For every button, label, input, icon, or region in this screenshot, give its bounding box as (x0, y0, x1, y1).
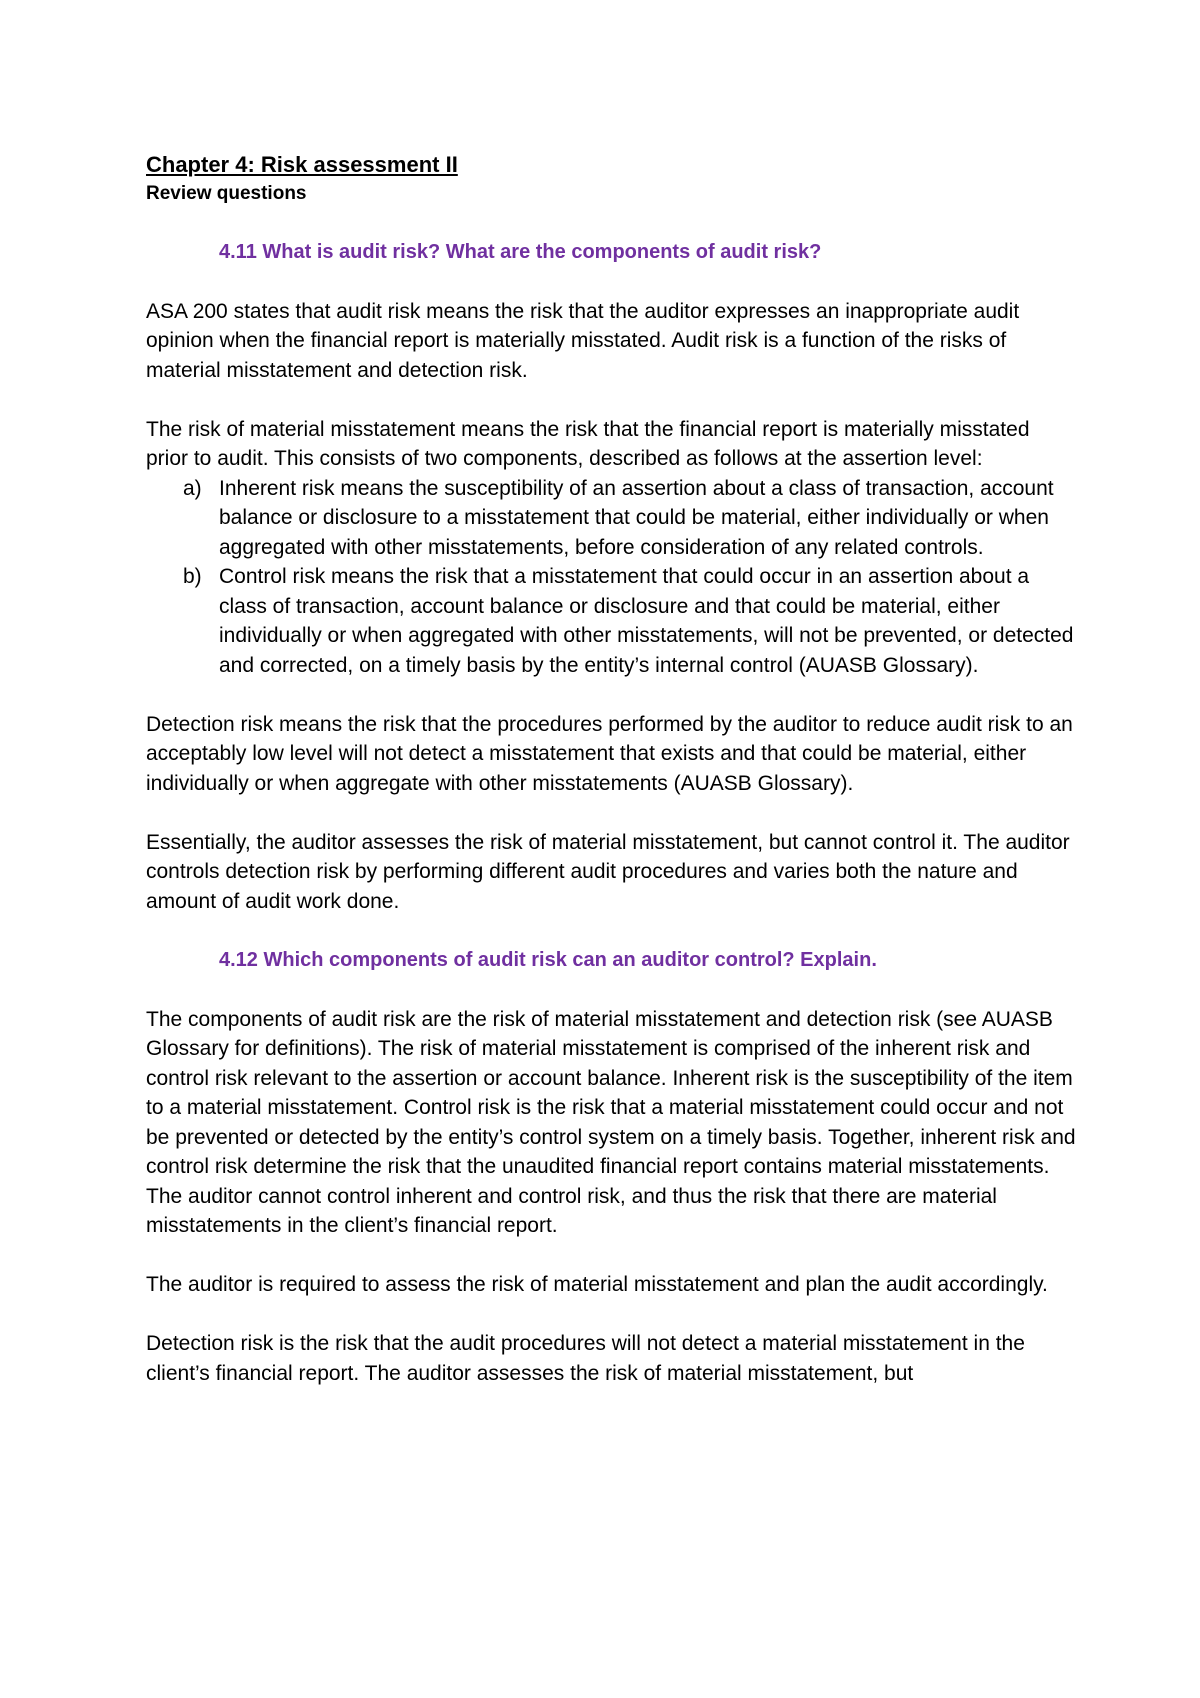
list-marker: a) (183, 476, 202, 500)
list-marker: b) (183, 565, 202, 588)
paragraph-material-misstatement: The risk of material misstatement means the risk that the financial report is materially misstated prior to audit. This consists of two components, described as follows at the assertion level: (146, 417, 1030, 470)
list-item-text: Control risk means the risk that a misstatement that could occur in an assertion about a class of transaction, account balance or disclosure and that could be material, either individually or when aggregated with other misstatements, will not be prevented, or detected and corrected, on a timely basis by the entity’s internal control (AUASB Glossary). (219, 565, 1074, 677)
spacer (146, 680, 1076, 710)
spacer (146, 975, 1076, 1005)
chapter-title: Chapter 4: Risk assessment II (146, 152, 458, 177)
spacer (146, 916, 1076, 946)
paragraph-detection-risk-control: Detection risk is the risk that the audit procedures will not detect a material misstatement in the client’s financial report. The auditor assesses the risk of material misstatement, but (146, 1332, 1025, 1385)
paragraph-detection-risk: Detection risk means the risk that the procedures performed by the auditor to reduce audit risk to an acceptably low level will not detect a misstatement that exists and that could be material, either individually or when aggregate with other misstatements (AUASB Glossary). (146, 712, 1073, 795)
review-questions-heading: Review questions (146, 183, 307, 204)
document-page (146, 150, 1076, 1388)
list-item-text: Inherent risk means the susceptibility of an assertion about a class of transaction, account balance or disclosure to a misstatement that could be material, either individually or when aggregated with other misstatements, before consideration of any related controls. (219, 476, 1054, 559)
paragraph-components-of-audit-risk: The components of audit risk are the risk of material misstatement and detection risk (see AUASB Glossary for definitions). The risk of material misstatement is comprised of the inherent risk and control risk relevant to the assertion or account balance. Inherent risk is the susceptibility of the item to a material misstatement. Control risk is the risk that a material misstatement could occur and not be prevented or detected by the entity’s control system on a timely basis. Together, inherent risk and control risk determine the risk that the unaudited financial report contains material misstatements. The auditor cannot control inherent and control risk, and thus the risk that there are material misstatements in the client’s financial report. (146, 1007, 1076, 1237)
paragraph-essentially: Essentially, the auditor assesses the risk of material misstatement, but cannot control it. The auditor controls detection risk by performing different audit procedures and varies both the nature and amount of audit work done. (146, 830, 1070, 913)
list-item (146, 562, 1076, 680)
spacer (146, 208, 1076, 238)
paragraph-auditor-required: The auditor is required to assess the risk of material misstatement and plan the audit accordingly. (146, 1273, 1048, 1296)
spacer (146, 267, 1076, 297)
spacer (146, 385, 1076, 415)
list-item (146, 474, 1076, 563)
risk-components-list (146, 474, 1076, 681)
spacer (146, 798, 1076, 828)
question-4-12-heading: 4.12 Which components of audit risk can an auditor control? Explain. (219, 948, 877, 971)
spacer (146, 1241, 1076, 1271)
paragraph-audit-risk-definition: ASA 200 states that audit risk means the risk that the auditor expresses an inappropriate audit opinion when the financial report is materially misstated. Audit risk is a function of the risks of material misstatement and detection risk. (146, 299, 1020, 382)
question-4-11-heading: 4.11 What is audit risk? What are the components of audit risk? (219, 240, 822, 263)
spacer (146, 1300, 1076, 1330)
